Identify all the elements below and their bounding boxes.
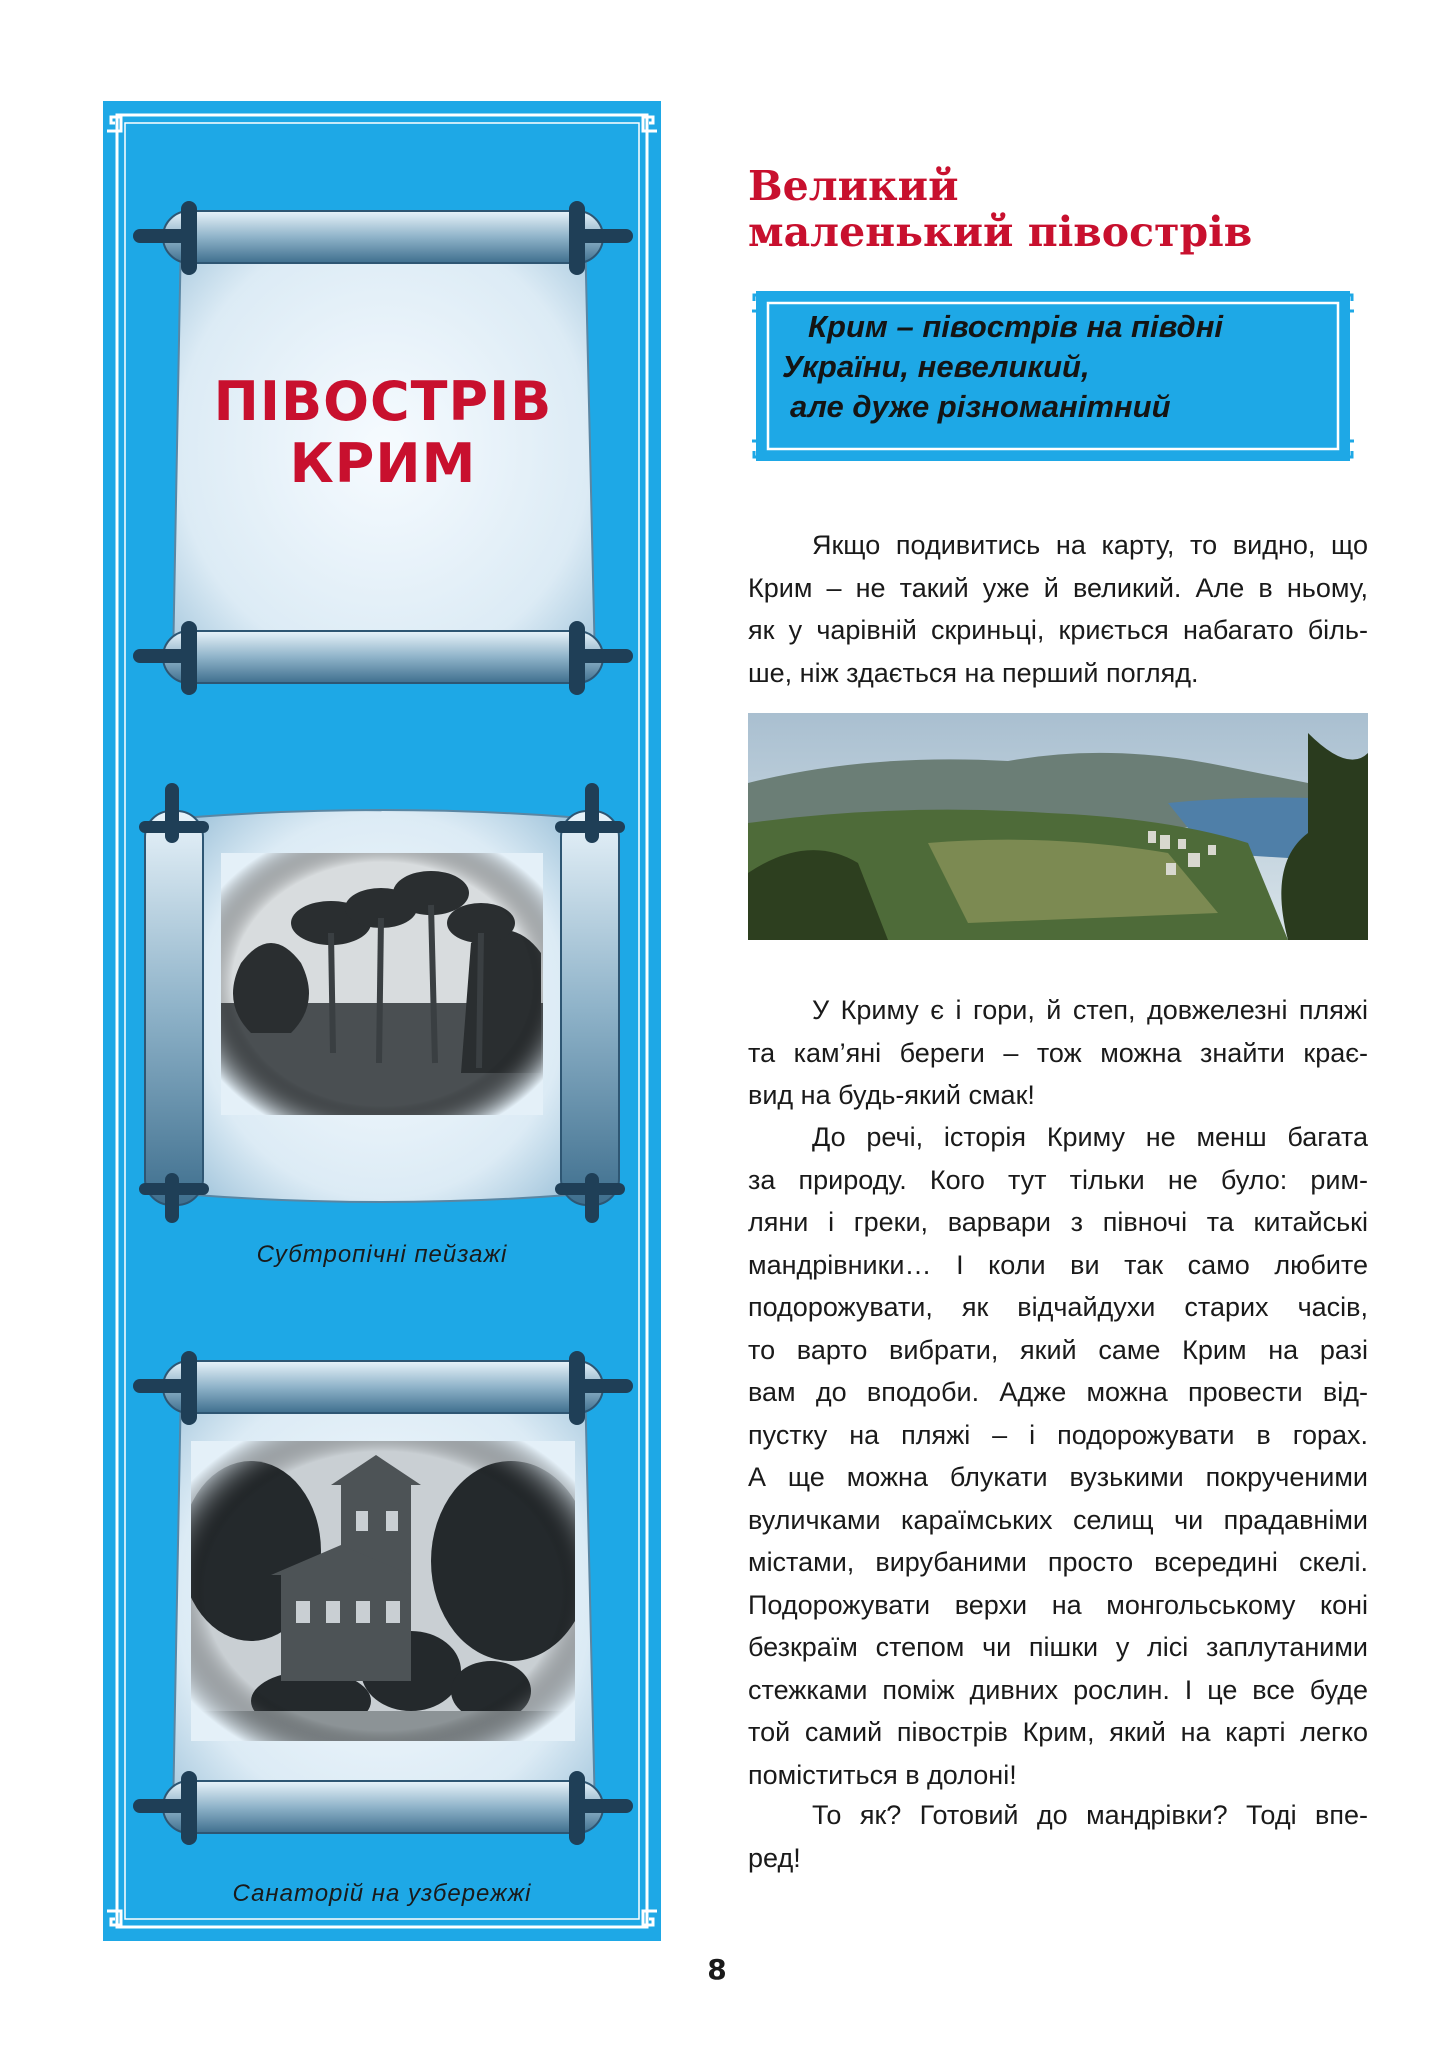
sanatorium-photo xyxy=(191,1441,575,1741)
paragraph-intro xyxy=(748,524,1368,694)
text-line: ред! xyxy=(748,1842,801,1873)
text-line: то варто вибрати, який саме Крим на разі xyxy=(748,1334,1368,1365)
sanatorium-photo-caption: Санаторій на узбережжі xyxy=(232,1880,532,1907)
text-line: за природу. Кого тут тільки не було: рим- xyxy=(748,1164,1368,1195)
text-line: ше, ніж здається на перший погляд. xyxy=(748,657,1199,688)
scroll-title-line-2: КРИМ xyxy=(289,432,477,495)
callout-line-3: але дуже різноманітний xyxy=(790,389,1171,424)
paragraph-history xyxy=(748,1116,1368,1796)
text-line: безкраїм степом чи пішки у лісі заплутаними xyxy=(748,1632,1368,1662)
heading-line-1: Великий xyxy=(748,162,959,210)
sanatorium-photo-scroll xyxy=(133,1343,633,1863)
article-heading xyxy=(748,163,1348,255)
text-line: пустку на пляжі – і подорожувати в горах. xyxy=(748,1419,1368,1450)
text-line: У Криму є і гори, й степ, довжелезні пляжі xyxy=(812,995,1368,1025)
scroll-title xyxy=(133,371,633,495)
text-line: ляни і греки, варвари з півночі та китайські xyxy=(748,1207,1368,1237)
text-line: подорожувати, як відчайдухи старих часів, xyxy=(748,1292,1368,1322)
text-line: Крим – не такий уже й великий. Але в ньому, xyxy=(748,572,1368,603)
crimea-landscape-photo xyxy=(748,713,1368,940)
callout-line-1: Крим – півострів на півдні xyxy=(808,309,1224,344)
paragraph-landscapes xyxy=(748,989,1368,1117)
heading-line-2: маленький півострів xyxy=(748,208,1253,256)
callout-box xyxy=(750,285,1356,467)
callout-line-2: України, невеликий, xyxy=(782,349,1090,384)
page-number: 8 xyxy=(707,1953,727,1986)
text-line: вуличками караїмських селищ чи прадавніми xyxy=(748,1504,1368,1535)
paragraph-closing xyxy=(748,1794,1368,1879)
scroll-title-line-1: ПІВОСТРІВ xyxy=(213,370,553,433)
title-scroll xyxy=(133,193,633,713)
sidebar-panel xyxy=(103,101,661,1941)
text-line: мандрівники… І коли ви так само любите xyxy=(748,1249,1368,1280)
text-line: То як? Готовий до мандрівки? Тоді впе- xyxy=(812,1800,1368,1830)
text-line: той самий півострів Крим, який на карті легко xyxy=(748,1717,1368,1747)
palm-trees-photo xyxy=(221,853,543,1115)
text-line: Якщо подивитись на карту, то видно, що xyxy=(812,530,1368,560)
text-line: містами, вирубаними просто всередині скелі. xyxy=(748,1547,1368,1577)
text-line: та кам’яні береги – тож можна знайти крає- xyxy=(748,1037,1368,1068)
text-line: А ще можна блукати вузькими покрученими xyxy=(748,1462,1368,1492)
text-line: вам до вподоби. Адже можна провести від- xyxy=(748,1377,1368,1407)
text-line: вид на будь-який смак! xyxy=(748,1080,1035,1110)
text-line: стежками поміж дивних рослин. І це все буде xyxy=(748,1674,1368,1705)
text-line: поміститься в долоні! xyxy=(748,1759,1017,1790)
callout-text xyxy=(750,307,1356,427)
text-line: Подорожувати верхи на монгольському коні xyxy=(748,1589,1368,1620)
palm-photo-caption: Субтропічні пейзажі xyxy=(256,1241,508,1268)
palm-photo-scroll xyxy=(125,783,639,1223)
text-line: До речі, історія Криму не менш багата xyxy=(812,1122,1368,1152)
text-line: як у чарівній скриньці, криється набагато біль- xyxy=(748,615,1368,645)
